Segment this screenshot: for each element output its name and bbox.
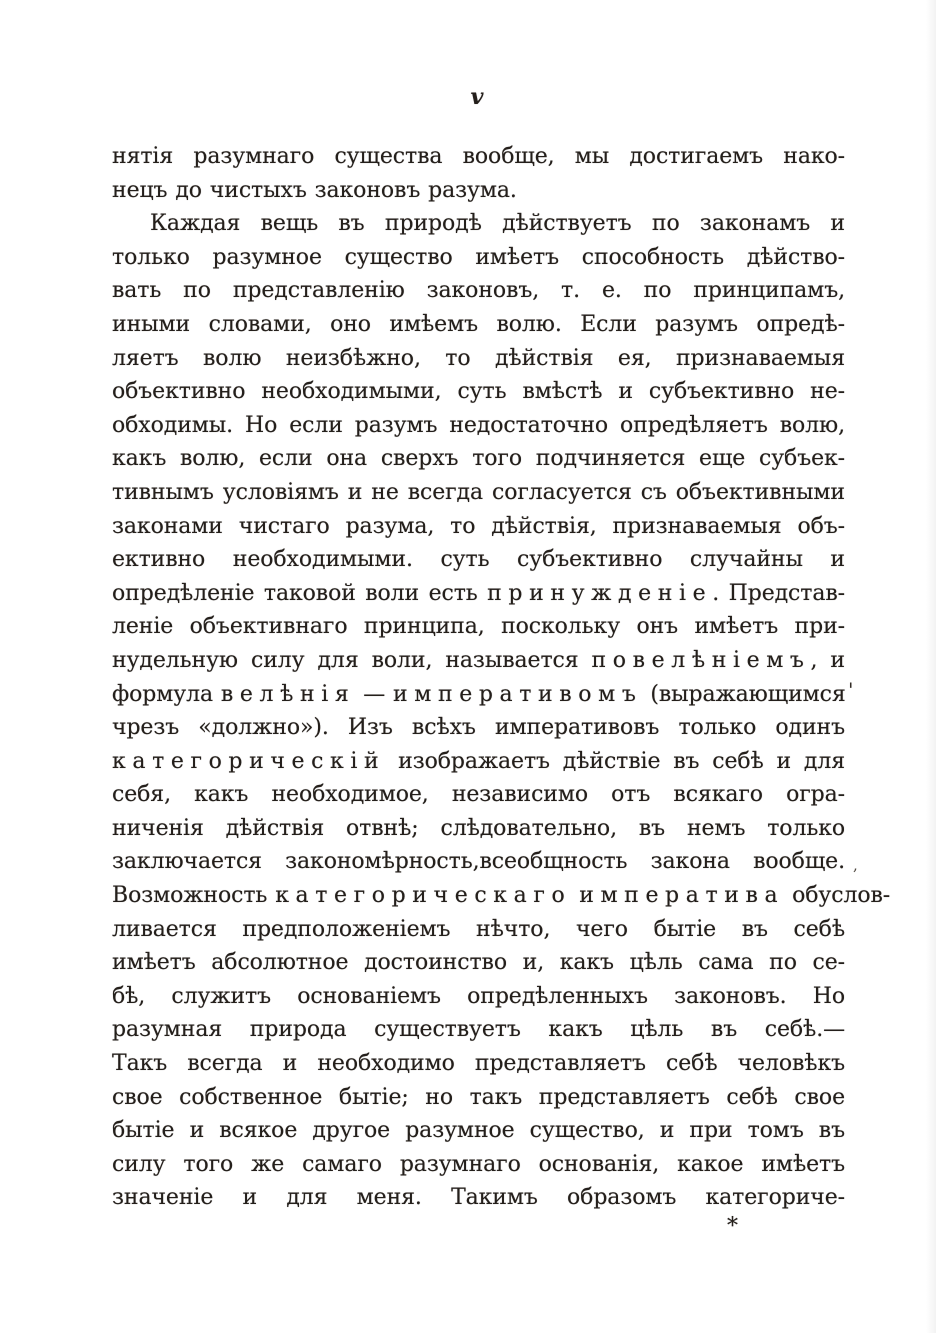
text-line: ективно необходимыми. суть субъективно случайны и — [112, 547, 845, 573]
scan-artifact-mark: ' — [848, 678, 854, 702]
text-line: свое собственное бытіе; но такъ представляетъ себѣ свое — [112, 1084, 845, 1110]
text-line: только разумное существо имѣетъ способность дѣйство- — [112, 244, 845, 270]
emphasized-word: императива — [579, 883, 785, 909]
text-line: себя, какъ необходимое, независимо отъ всякаго огра- — [112, 782, 845, 808]
text-line: формула велѣнія — императивомъ (выражающимся — [112, 681, 846, 707]
text-line: нятія разумнаго существа вообще, мы достигаемъ нако- — [112, 144, 845, 169]
page-number: v — [470, 84, 484, 110]
emphasized-word: категорическаго — [275, 883, 572, 909]
text-line: Каждая вещь въ природѣ дѣйствуетъ по законамъ и — [150, 211, 845, 237]
text-line: ливается предположеніемъ нѣчто, чего бытіе въ себѣ — [112, 916, 845, 942]
text-line: объективно необходимыми, суть вмѣстѣ и субъективно не- — [112, 379, 845, 405]
text-line: опредѣленіе таковой воли есть принужденіе. Представ- — [112, 580, 845, 606]
text-line: Возможность категорическаго императива обуслов- — [112, 883, 891, 909]
emphasized-word: повелѣніемъ — [591, 647, 811, 673]
text-line: иными словами, оно имѣемъ волю. Если разумъ опредѣ- — [112, 311, 845, 337]
text-line: какъ волю, если она сверхъ того подчиняется еще субъек- — [112, 446, 845, 472]
text-line: вать по представленію законовъ, т. е. по принципамъ, — [112, 278, 845, 304]
text-line: силу того же самаго разумнаго основанія, какое имѣетъ — [112, 1151, 845, 1177]
text-line: заключается закономѣрность,всеобщность закона вообще. — [112, 849, 845, 875]
emphasized-word: категорическій — [112, 748, 386, 774]
text-line: нудельную силу для воли, называется повелѣніемъ, и — [112, 647, 845, 673]
emphasized-word: императивомъ — [393, 681, 643, 707]
text-line: значеніе и для меня. Такимъ образомъ категориче- — [112, 1185, 845, 1211]
text-line: категорическій изображаетъ дѣйствіе въ себѣ и для — [112, 748, 845, 774]
text-line: ляетъ волю неизбѣжно, то дѣйствія ея, признаваемыя — [112, 345, 845, 371]
text-line: бытіе и всякое другое разумное существо, и при томъ въ — [112, 1118, 845, 1144]
text-line: леніе объективнаго принципа, поскольку онъ имѣетъ при- — [112, 614, 845, 640]
body-text — [112, 140, 891, 1215]
text-line: нецъ до чистыхъ законовъ разума. — [112, 177, 517, 203]
emphasized-word: велѣнія — [220, 681, 356, 707]
text-line: ниченія дѣйствія отвнѣ; слѣдовательно, въ немъ только — [112, 815, 845, 841]
text-line: чрезъ «должно»). Изъ всѣхъ императивовъ только одинъ — [112, 715, 845, 741]
text-line: законами чистаго разума, то дѣйствія, признаваемыя объ- — [112, 513, 845, 539]
text-line: бѣ, служитъ основаніемъ опредѣленныхъ законовъ. Но — [112, 983, 845, 1009]
scan-artifact-mark: , — [853, 856, 858, 874]
text-line: разумная природа существуетъ какъ цѣль въ себѣ.— — [112, 1017, 845, 1043]
text-line: имѣетъ абсолютное достоинство и, какъ цѣль сама по се- — [112, 950, 845, 976]
text-line: Такъ всегда и необходимо представляетъ себѣ человѣкъ — [112, 1051, 845, 1077]
emphasized-word: принужденіе — [487, 580, 713, 606]
text-line: тивнымъ условіямъ и не всегда согласуется съ объективными — [112, 479, 845, 505]
footnote-asterisk: * — [727, 1214, 738, 1239]
text-line: обходимы. Но если разумъ недостаточно опредѣляетъ волю, — [112, 412, 845, 438]
